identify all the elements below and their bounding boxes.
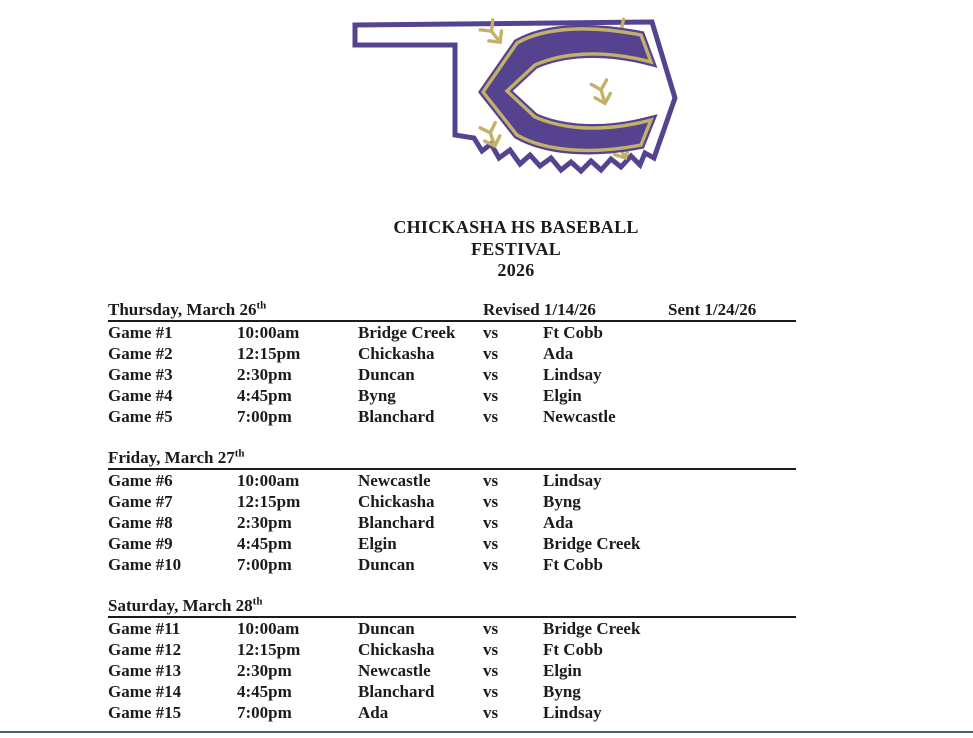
game-row [108, 322, 796, 343]
game-row [108, 512, 796, 533]
vs-label: vs [483, 471, 499, 490]
game-time: 7:00pm [237, 555, 292, 574]
vs-label: vs [483, 323, 499, 342]
team-one: Newcastle [358, 661, 431, 680]
game-time: 12:15pm [237, 344, 301, 363]
section-rows [108, 322, 796, 427]
schedule-section [108, 448, 796, 575]
game-row [108, 639, 796, 660]
team-one: Newcastle [358, 471, 431, 490]
team-one: Blanchard [358, 682, 435, 701]
title-line-3: 2026 [497, 260, 535, 280]
vs-label: vs [483, 344, 499, 363]
sent-label: Sent 1/24/26 [668, 300, 757, 319]
team-two: Ada [543, 513, 574, 532]
game-row [108, 491, 796, 512]
vs-label: vs [483, 703, 499, 722]
title-line-2: FESTIVAL [470, 238, 562, 259]
team-one: Chickasha [358, 640, 435, 659]
vs-label: vs [483, 492, 499, 511]
vs-label: vs [483, 682, 499, 701]
team-one: Duncan [358, 619, 415, 638]
team-one: Blanchard [358, 407, 435, 426]
game-time: 10:00am [237, 323, 300, 342]
game-label: Game #5 [108, 407, 173, 426]
section-header [108, 448, 796, 470]
game-time: 2:30pm [237, 661, 292, 680]
section-header [108, 596, 796, 618]
team-two: Ada [543, 344, 574, 363]
game-label: Game #13 [108, 661, 182, 680]
game-time: 10:00am [237, 619, 300, 638]
document-title [316, 217, 716, 282]
vs-label: vs [483, 513, 499, 532]
schedule [108, 300, 796, 723]
team-two: Ft Cobb [543, 640, 603, 659]
team-two: Lindsay [543, 471, 602, 490]
vs-label: vs [483, 640, 499, 659]
game-label: Game #6 [108, 471, 173, 490]
game-row [108, 470, 796, 491]
game-time: 4:45pm [237, 534, 292, 553]
game-row [108, 554, 796, 575]
team-two: Ft Cobb [543, 555, 603, 574]
section-day [108, 596, 483, 615]
revised-label: Revised 1/14/26 [483, 300, 596, 319]
team-one: Duncan [358, 555, 415, 574]
vs-label: vs [483, 407, 499, 426]
section-day-text: Saturday, March 28 [108, 596, 253, 615]
game-time: 7:00pm [237, 703, 292, 722]
game-time: 12:15pm [237, 640, 301, 659]
team-one: Chickasha [358, 492, 435, 511]
team-two: Ft Cobb [543, 323, 603, 342]
team-two: Bridge Creek [543, 534, 641, 553]
team-two: Elgin [543, 386, 582, 405]
section-day-ordinal: th [256, 299, 267, 312]
section-day [108, 448, 483, 467]
vs-label: vs [483, 365, 499, 384]
game-label: Game #12 [108, 640, 182, 659]
section-rows [108, 618, 796, 723]
game-label: Game #10 [108, 555, 182, 574]
team-one: Duncan [358, 365, 415, 384]
game-label: Game #3 [108, 365, 173, 384]
game-row [108, 702, 796, 723]
team-two: Lindsay [543, 365, 602, 384]
section-day-ordinal: th [234, 447, 245, 460]
page-bottom-rule [0, 731, 973, 733]
vs-label: vs [483, 661, 499, 680]
team-logo [348, 12, 683, 184]
game-row [108, 385, 796, 406]
section-day-text: Thursday, March 26 [108, 300, 257, 319]
game-label: Game #9 [108, 534, 173, 553]
game-label: Game #2 [108, 344, 173, 363]
game-time: 7:00pm [237, 407, 292, 426]
game-label: Game #7 [108, 492, 173, 511]
game-time: 12:15pm [237, 492, 301, 511]
vs-label: vs [483, 619, 499, 638]
schedule-section [108, 300, 796, 427]
game-time: 2:30pm [237, 513, 292, 532]
game-row [108, 660, 796, 681]
game-row [108, 343, 796, 364]
vs-label: vs [483, 386, 499, 405]
game-label: Game #1 [108, 323, 173, 342]
team-one: Bridge Creek [358, 323, 456, 342]
section-day-text: Friday, March 27 [108, 448, 235, 467]
section-header [108, 300, 796, 322]
team-one: Byng [358, 386, 396, 405]
game-time: 4:45pm [237, 386, 292, 405]
game-row [108, 406, 796, 427]
team-two: Lindsay [543, 703, 602, 722]
game-label: Game #15 [108, 703, 182, 722]
game-time: 4:45pm [237, 682, 292, 701]
team-two: Newcastle [543, 407, 616, 426]
team-one: Chickasha [358, 344, 435, 363]
team-two: Byng [543, 682, 581, 701]
vs-label: vs [483, 534, 499, 553]
section-day [108, 300, 483, 319]
game-label: Game #8 [108, 513, 173, 532]
title-line-1: CHICKASHA HS BASEBALL [393, 217, 639, 237]
team-one: Blanchard [358, 513, 435, 532]
game-label: Game #14 [108, 682, 182, 701]
team-two: Elgin [543, 661, 582, 680]
team-one: Ada [358, 703, 389, 722]
game-row [108, 618, 796, 639]
team-two: Byng [543, 492, 581, 511]
game-label: Game #4 [108, 386, 173, 405]
schedule-section [108, 596, 796, 723]
game-time: 10:00am [237, 471, 300, 490]
vs-label: vs [483, 555, 499, 574]
game-time: 2:30pm [237, 365, 292, 384]
game-row [108, 533, 796, 554]
game-row [108, 681, 796, 702]
game-row [108, 364, 796, 385]
game-label: Game #11 [108, 619, 181, 638]
section-rows [108, 470, 796, 575]
team-one: Elgin [358, 534, 397, 553]
section-day-ordinal: th [252, 595, 263, 608]
team-two: Bridge Creek [543, 619, 641, 638]
